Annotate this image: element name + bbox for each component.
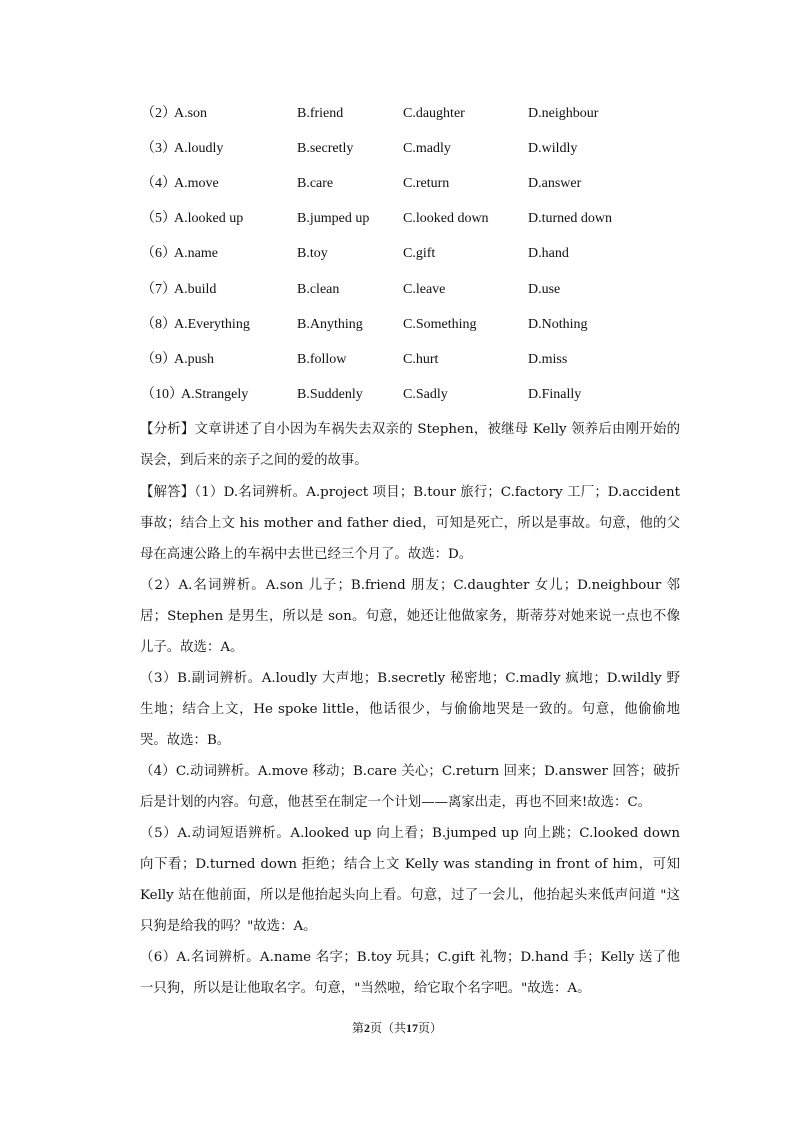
answer-section [140, 477, 680, 1004]
option-d: D.turned down [528, 211, 612, 226]
option-b: B.Anything [297, 317, 363, 332]
answer-paragraph-6: （6）A.名词辨析。A.name 名字；B.toy 玩具；C.gift 礼物；D.hand 手；Kelly 送了他一只狗，所以是让他取名字。句意，"当然啦，给它取个名字吧。"故选：A。 [140, 950, 680, 996]
option-c: C.leave [403, 282, 446, 297]
option-c: C.Sadly [403, 387, 448, 402]
option-a: A.loudly [174, 141, 224, 156]
option-b: B.clean [297, 282, 340, 297]
option-row-4 [0, 173, 794, 195]
option-a: A.son [174, 106, 208, 121]
analysis-text: 【分析】文章讲述了自小因为车祸失去双亲的 Stephen，被继母 Kelly 领养后由刚开始的误会，到后来的亲子之间的爱的故事。 [140, 422, 680, 468]
option-c: C.looked down [403, 211, 489, 226]
option-b: B.secretly [297, 141, 354, 156]
option-c: C.madly [403, 141, 451, 156]
option-d: D.use [528, 282, 561, 297]
answer-paragraph-3: （3）B.副词辨析。A.loudly 大声地；B.secretly 秘密地；C.madly 疯地；D.wildly 野生地；结合上文，He spoke little，他话很少，与偷偷地哭是一致的。句意，他偷偷地哭。故选：B。 [140, 671, 680, 748]
option-d: D.answer [528, 176, 582, 191]
answer-paragraph-5: （5）A.动词短语辨析。A.looked up 向上看；B.jumped up 向上跳；C.looked down 向下看；D.turned down 拒绝；结合上文 Kelly was standing in front of him，可知 Kelly 站在他前面，所以是他抬起头向上看。句意，过了一会儿，他抬起头来低声问道 "这只狗是给我的吗？"故选：A。 [140, 826, 680, 934]
option-row-3 [0, 138, 794, 160]
option-row-5 [0, 208, 794, 230]
option-c: C.return [403, 176, 450, 191]
option-row-7 [0, 279, 794, 301]
option-b: B.toy [297, 246, 328, 261]
answer-paragraph-1: 【解答】（1）D.名词辨析。A.project 项目；B.tour 旅行；C.factory 工厂；D.accident 事故；结合上文 his mother and father died，可知是死亡，所以是事故。句意，他的父母在高速公路上的车祸中去世已经三个月了。故选：D。 [140, 485, 680, 562]
option-a: A.build [174, 282, 217, 297]
option-d: D.hand [528, 246, 569, 261]
option-c: C.hurt [403, 352, 439, 367]
option-number: （4） [141, 176, 176, 191]
option-b: B.friend [297, 106, 344, 121]
option-b: B.care [297, 176, 334, 191]
option-row-10 [0, 384, 794, 406]
option-row-6 [0, 243, 794, 265]
option-d: D.wildly [528, 141, 578, 156]
option-number: （9） [141, 352, 176, 367]
option-row-8 [0, 314, 794, 336]
footer-suffix: 页） [418, 1021, 443, 1035]
option-b: B.Suddenly [297, 387, 363, 402]
option-number: （3） [141, 141, 176, 156]
option-d: D.miss [528, 352, 568, 367]
option-number: （8） [141, 317, 176, 332]
option-d: D.neighbour [528, 106, 599, 121]
page-footer [0, 1018, 794, 1038]
option-d: D.Nothing [528, 317, 588, 332]
option-row-2 [0, 103, 794, 125]
option-c: C.daughter [403, 106, 465, 121]
answer-paragraph-4: （4）C.动词辨析。A.move 移动；B.care 关心；C.return 回来；D.answer 回答；破折后是计划的内容。句意，他甚至在制定一个计划——离家出走，再也不回来!故选：C。 [140, 764, 680, 810]
option-a: A.Strangely [181, 387, 249, 402]
option-row-9 [0, 349, 794, 371]
option-a: A.looked up [174, 211, 244, 226]
answer-paragraph-2: （2）A.名词辨析。A.son 儿子；B.friend 朋友；C.daughter 女儿；D.neighbour 邻居；Stephen 是男生，所以是 son。句意，她还让他做家务，斯蒂芬对她来说一点也不像儿子。故选：A。 [140, 578, 680, 655]
option-a: A.move [174, 176, 219, 191]
option-number: （6） [141, 246, 176, 261]
option-c: C.Something [403, 317, 477, 332]
option-number: （5） [141, 211, 176, 226]
footer-page-number: 2 [363, 1021, 370, 1035]
option-number: （10） [141, 387, 183, 402]
footer-total-pages: 17 [406, 1021, 418, 1035]
footer-prefix: 第 [351, 1021, 364, 1035]
option-number: （2） [141, 106, 176, 121]
footer-middle: 页（共 [369, 1021, 406, 1035]
option-d: D.Finally [528, 387, 582, 402]
option-b: B.jumped up [297, 211, 370, 226]
option-c: C.gift [403, 246, 436, 261]
analysis-paragraph [140, 414, 680, 476]
option-a: A.Everything [174, 317, 250, 332]
option-a: A.push [174, 352, 215, 367]
option-number: （7） [141, 282, 176, 297]
option-b: B.follow [297, 352, 347, 367]
option-a: A.name [174, 246, 218, 261]
